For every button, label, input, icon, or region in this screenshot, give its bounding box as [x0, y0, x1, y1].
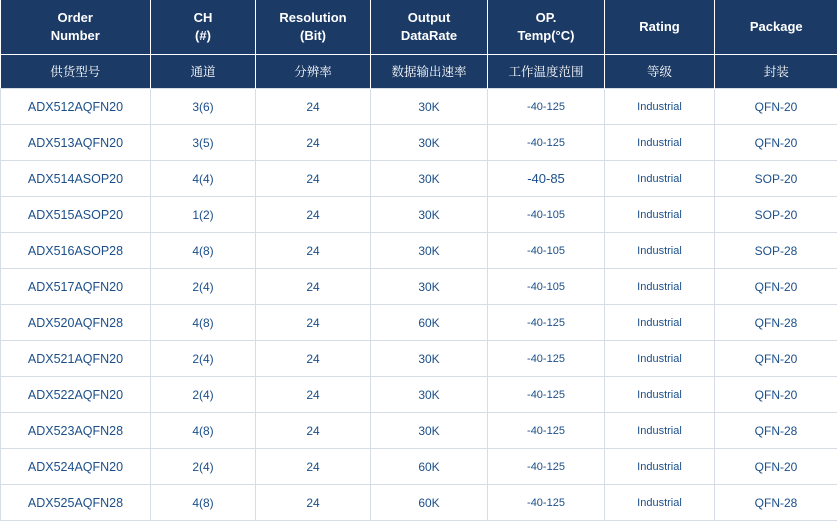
- cell-resolution: 24: [256, 161, 371, 197]
- cell-resolution: 24: [256, 485, 371, 521]
- header-op-temp: [488, 0, 605, 55]
- header-cn-package: 封装: [715, 55, 837, 89]
- cell-output-datarate: 30K: [371, 269, 488, 305]
- cell-op-temp: -40-125: [488, 449, 605, 485]
- cell-ch: 2(4): [151, 269, 256, 305]
- cell-op-temp: -40-105: [488, 269, 605, 305]
- cell-ch: 4(8): [151, 413, 256, 449]
- table-row: [1, 449, 837, 485]
- cell-op-temp: -40-85: [488, 161, 605, 197]
- cell-rating: Industrial: [605, 449, 715, 485]
- header-package: [715, 0, 837, 55]
- cell-ch: 2(4): [151, 449, 256, 485]
- table-row: [1, 125, 837, 161]
- header-op-temp-line2: Temp(°C): [518, 28, 575, 43]
- cell-output-datarate: 30K: [371, 197, 488, 233]
- cell-rating: Industrial: [605, 485, 715, 521]
- cell-package: QFN-20: [715, 341, 837, 377]
- header-order-number-line2: Number: [51, 28, 100, 43]
- cell-op-temp: -40-105: [488, 233, 605, 269]
- cell-resolution: 24: [256, 197, 371, 233]
- cell-output-datarate: 30K: [371, 413, 488, 449]
- cell-rating: Industrial: [605, 233, 715, 269]
- header-rating-label: Rating: [639, 19, 679, 34]
- cell-op-temp: -40-125: [488, 341, 605, 377]
- cell-resolution: 24: [256, 413, 371, 449]
- cell-resolution: 24: [256, 341, 371, 377]
- cell-rating: Industrial: [605, 413, 715, 449]
- cell-output-datarate: 60K: [371, 449, 488, 485]
- cell-order-number: ADX515ASOP20: [1, 197, 151, 233]
- cell-package: QFN-20: [715, 377, 837, 413]
- cell-resolution: 24: [256, 305, 371, 341]
- header-row-chinese: [1, 55, 837, 89]
- header-cn-op-temp: 工作温度范围: [488, 55, 605, 89]
- cell-ch: 1(2): [151, 197, 256, 233]
- cell-package: QFN-20: [715, 89, 837, 125]
- cell-order-number: ADX525AQFN28: [1, 485, 151, 521]
- cell-resolution: 24: [256, 233, 371, 269]
- header-ch-line1: CH: [194, 10, 213, 25]
- cell-output-datarate: 30K: [371, 377, 488, 413]
- cell-resolution: 24: [256, 125, 371, 161]
- cell-rating: Industrial: [605, 197, 715, 233]
- table-row: [1, 269, 837, 305]
- header-row-english: [1, 0, 837, 55]
- cell-op-temp: -40-125: [488, 377, 605, 413]
- cell-ch: 2(4): [151, 341, 256, 377]
- cell-package: QFN-20: [715, 125, 837, 161]
- header-op-temp-line1: OP.: [536, 10, 557, 25]
- cell-output-datarate: 60K: [371, 485, 488, 521]
- cell-resolution: 24: [256, 449, 371, 485]
- header-package-label: Package: [750, 19, 803, 34]
- table-row: [1, 377, 837, 413]
- cell-order-number: ADX514ASOP20: [1, 161, 151, 197]
- header-cn-resolution: 分辨率: [256, 55, 371, 89]
- cell-order-number: ADX520AQFN28: [1, 305, 151, 341]
- header-order-number-line1: Order: [58, 10, 93, 25]
- table-row: [1, 161, 837, 197]
- cell-order-number: ADX512AQFN20: [1, 89, 151, 125]
- cell-op-temp: -40-125: [488, 305, 605, 341]
- cell-op-temp: -40-105: [488, 197, 605, 233]
- cell-order-number: ADX522AQFN20: [1, 377, 151, 413]
- cell-output-datarate: 30K: [371, 161, 488, 197]
- cell-ch: 3(5): [151, 125, 256, 161]
- cell-rating: Industrial: [605, 269, 715, 305]
- cell-rating: Industrial: [605, 305, 715, 341]
- table-row: [1, 197, 837, 233]
- cell-order-number: ADX516ASOP28: [1, 233, 151, 269]
- header-cn-rating: 等级: [605, 55, 715, 89]
- cell-package: QFN-28: [715, 305, 837, 341]
- table-body: [1, 89, 837, 521]
- cell-op-temp: -40-125: [488, 413, 605, 449]
- table-row: [1, 341, 837, 377]
- cell-output-datarate: 30K: [371, 341, 488, 377]
- cell-package: QFN-20: [715, 269, 837, 305]
- table-row: [1, 233, 837, 269]
- header-resolution-line1: Resolution: [279, 10, 346, 25]
- cell-rating: Industrial: [605, 161, 715, 197]
- cell-resolution: 24: [256, 269, 371, 305]
- cell-ch: 2(4): [151, 377, 256, 413]
- header-output-datarate: [371, 0, 488, 55]
- cell-rating: Industrial: [605, 89, 715, 125]
- cell-output-datarate: 30K: [371, 125, 488, 161]
- header-resolution: [256, 0, 371, 55]
- cell-output-datarate: 30K: [371, 89, 488, 125]
- table-row: [1, 89, 837, 125]
- header-output-datarate-line1: Output: [408, 10, 451, 25]
- header-ch-line2: (#): [195, 28, 211, 43]
- table-row: [1, 305, 837, 341]
- cell-rating: Industrial: [605, 341, 715, 377]
- header-rating: [605, 0, 715, 55]
- cell-resolution: 24: [256, 377, 371, 413]
- header-ch: [151, 0, 256, 55]
- cell-ch: 4(8): [151, 233, 256, 269]
- cell-order-number: ADX513AQFN20: [1, 125, 151, 161]
- cell-op-temp: -40-125: [488, 125, 605, 161]
- header-cn-ch: 通道: [151, 55, 256, 89]
- cell-package: SOP-28: [715, 233, 837, 269]
- table-row: [1, 413, 837, 449]
- cell-resolution: 24: [256, 89, 371, 125]
- header-output-datarate-line2: DataRate: [401, 28, 457, 43]
- cell-ch: 4(4): [151, 161, 256, 197]
- table-header: [1, 0, 837, 89]
- cell-order-number: ADX524AQFN20: [1, 449, 151, 485]
- cell-order-number: ADX521AQFN20: [1, 341, 151, 377]
- cell-package: QFN-28: [715, 485, 837, 521]
- cell-order-number: ADX523AQFN28: [1, 413, 151, 449]
- header-cn-output-datarate: 数据输出速率: [371, 55, 488, 89]
- cell-ch: 3(6): [151, 89, 256, 125]
- cell-op-temp: -40-125: [488, 485, 605, 521]
- cell-package: QFN-28: [715, 413, 837, 449]
- header-resolution-line2: (Bit): [300, 28, 326, 43]
- cell-op-temp: -40-125: [488, 89, 605, 125]
- header-cn-order-number: 供货型号: [1, 55, 151, 89]
- cell-package: SOP-20: [715, 197, 837, 233]
- cell-ch: 4(8): [151, 305, 256, 341]
- header-order-number: [1, 0, 151, 55]
- cell-output-datarate: 30K: [371, 233, 488, 269]
- cell-ch: 4(8): [151, 485, 256, 521]
- cell-rating: Industrial: [605, 377, 715, 413]
- cell-package: QFN-20: [715, 449, 837, 485]
- cell-rating: Industrial: [605, 125, 715, 161]
- cell-order-number: ADX517AQFN20: [1, 269, 151, 305]
- cell-output-datarate: 60K: [371, 305, 488, 341]
- cell-package: SOP-20: [715, 161, 837, 197]
